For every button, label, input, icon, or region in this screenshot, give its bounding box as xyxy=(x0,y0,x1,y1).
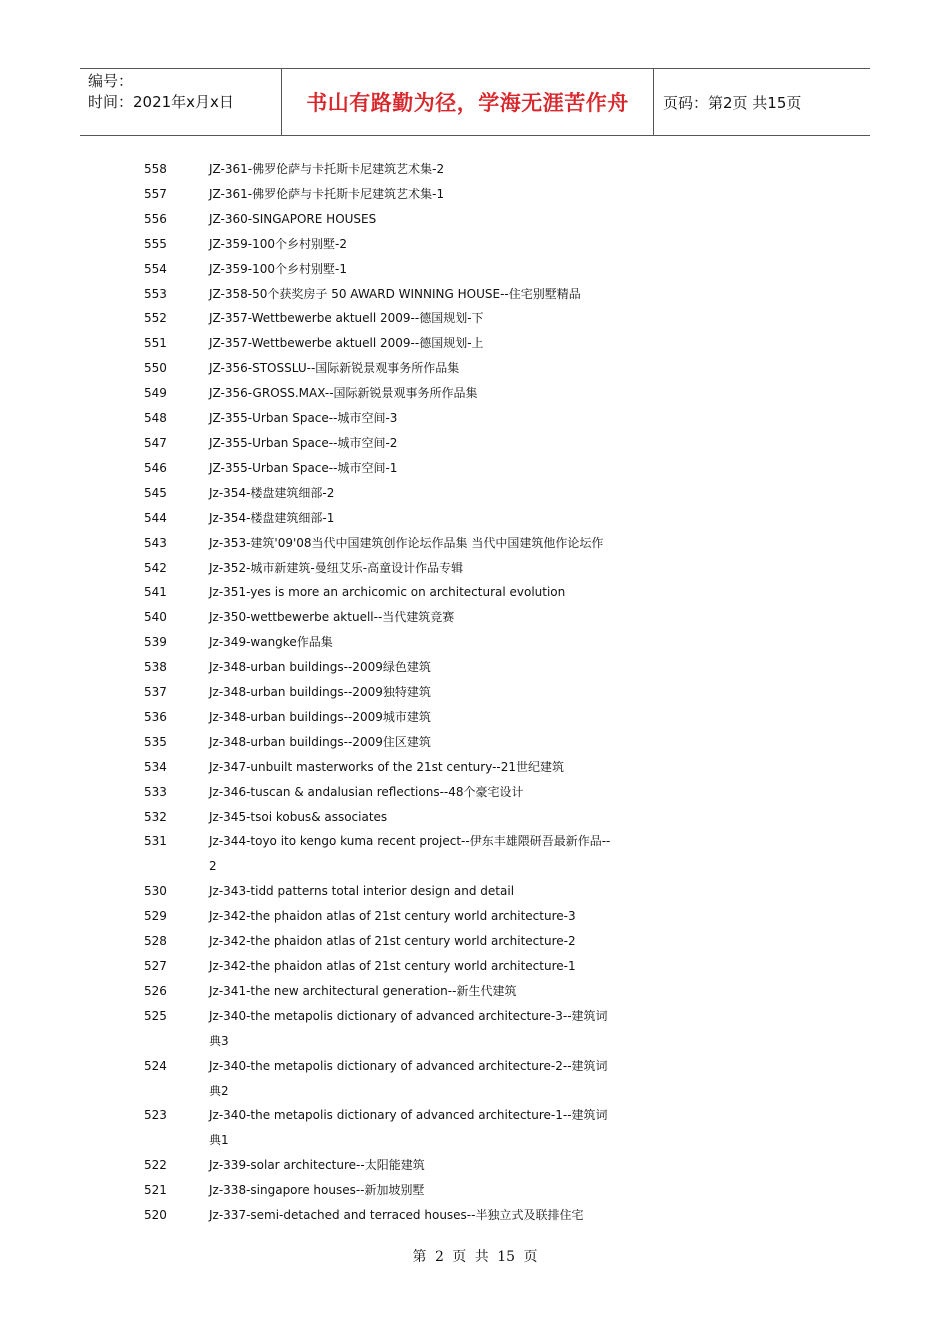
list-item xyxy=(0,481,950,506)
item-title: Jz-346-tuscan & andalusian reflections--48个豪宅设计 xyxy=(209,784,524,799)
item-number: 520 xyxy=(144,1208,167,1223)
item-title: JZ-355-Urban Space--城市空间-3 xyxy=(209,411,398,426)
item-number: 525 xyxy=(144,1008,167,1023)
list-item xyxy=(0,456,950,481)
list-item xyxy=(0,580,950,605)
list-item xyxy=(0,680,950,705)
header-motto: 书山有路勤为径，学海无涯苦作舟 xyxy=(282,69,654,135)
item-number: 524 xyxy=(144,1058,167,1073)
item-title: 典3 xyxy=(209,1033,229,1048)
list-item xyxy=(0,431,950,456)
list-item xyxy=(0,406,950,431)
item-title: Jz-354-楼盘建筑细部-1 xyxy=(209,510,335,525)
header-meta xyxy=(80,69,282,135)
item-title: JZ-357-Wettbewerbe aktuell 2009--德国规划-上 xyxy=(209,336,484,351)
list-item xyxy=(0,1128,950,1153)
list-item xyxy=(0,705,950,730)
item-title: JZ-360-SINGAPORE HOUSES xyxy=(209,211,377,226)
list-item xyxy=(0,1203,950,1228)
item-title: Jz-339-solar architecture--太阳能建筑 xyxy=(209,1158,425,1173)
item-number: 542 xyxy=(144,560,167,575)
item-title: Jz-337-semi-detached and terraced houses--半独立式及联排住宅 xyxy=(209,1208,584,1223)
item-number: 527 xyxy=(144,959,167,973)
list-item xyxy=(0,730,950,755)
item-number: 528 xyxy=(144,934,167,949)
item-title: 典1 xyxy=(209,1133,229,1148)
item-title: Jz-348-urban buildings--2009城市建筑 xyxy=(209,709,431,724)
item-number: 538 xyxy=(144,660,167,675)
item-title: Jz-352-城市新建筑-曼纽艾乐-高童设计作品专辑 xyxy=(209,560,464,575)
list-item xyxy=(0,282,950,307)
item-number: 548 xyxy=(144,411,167,426)
item-number: 539 xyxy=(144,635,167,650)
list-item xyxy=(0,1054,950,1079)
list-item xyxy=(0,1079,950,1104)
list-item xyxy=(0,605,950,630)
item-title: 典2 xyxy=(209,1083,229,1098)
list-item xyxy=(0,182,950,207)
list-item xyxy=(0,331,950,356)
item-title: JZ-355-Urban Space--城市空间-1 xyxy=(209,460,398,475)
list-item xyxy=(0,854,950,879)
item-number: 554 xyxy=(144,261,167,276)
header-page-info: 页码：第2页 共15页 xyxy=(663,93,802,112)
item-number: 530 xyxy=(144,884,167,899)
item-title: JZ-359-100个乡村别墅-1 xyxy=(209,261,347,276)
item-title: JZ-361-佛罗伦萨与卡托斯卡尼建筑艺术集-1 xyxy=(209,186,445,201)
list-item xyxy=(0,979,950,1004)
item-title: Jz-349-wangke作品集 xyxy=(209,635,333,650)
item-title: Jz-345-tsoi kobus& associates xyxy=(209,809,388,824)
item-title: Jz-342-the phaidon atlas of 21st century world architecture-2 xyxy=(209,934,576,949)
list-item xyxy=(0,306,950,331)
list-item xyxy=(0,1004,950,1029)
item-title: Jz-340-the metapolis dictionary of advanced architecture-1--建筑词 xyxy=(209,1108,608,1123)
item-number: 531 xyxy=(144,834,167,849)
item-title: Jz-342-the phaidon atlas of 21st century world architecture-1 xyxy=(209,959,576,973)
item-title: Jz-344-toyo ito kengo kuma recent project--伊东丰雄隈研吾最新作品-- xyxy=(209,834,611,849)
item-title: JZ-355-Urban Space--城市空间-2 xyxy=(209,435,398,450)
list-item xyxy=(0,381,950,406)
item-number: 537 xyxy=(144,685,167,700)
item-number xyxy=(0,854,209,879)
item-number xyxy=(0,1128,209,1153)
list-item xyxy=(0,157,950,182)
item-number: 523 xyxy=(144,1108,167,1123)
page-footer: 第 2 页 共 15 页 xyxy=(412,1249,538,1265)
item-number: 544 xyxy=(144,510,167,525)
item-title: JZ-356-GROSS.MAX--国际新锐景观事务所作品集 xyxy=(209,386,478,401)
item-number: 529 xyxy=(144,909,167,924)
item-number: 557 xyxy=(144,186,167,201)
list-item xyxy=(0,1029,950,1054)
item-number: 534 xyxy=(144,759,167,774)
item-number: 556 xyxy=(144,211,167,226)
list-item xyxy=(0,630,950,655)
list-item xyxy=(0,879,950,904)
item-title: Jz-340-the metapolis dictionary of advanced architecture-3--建筑词 xyxy=(209,1008,608,1023)
list-item xyxy=(0,904,950,929)
item-title: Jz-338-singapore houses--新加坡别墅 xyxy=(209,1183,425,1198)
item-number: 545 xyxy=(144,485,167,500)
list-item xyxy=(0,929,950,954)
list-item xyxy=(0,207,950,232)
item-number: 550 xyxy=(144,361,167,376)
list-item xyxy=(0,829,950,854)
item-number: 551 xyxy=(144,336,167,351)
item-number: 558 xyxy=(144,162,167,176)
catalog-list xyxy=(0,157,950,1228)
list-item xyxy=(0,1178,950,1203)
item-number: 521 xyxy=(144,1183,167,1198)
list-item xyxy=(0,780,950,805)
item-title: 2 xyxy=(209,859,217,874)
item-number: 547 xyxy=(144,435,167,450)
item-number: 533 xyxy=(144,784,167,799)
item-number: 552 xyxy=(144,311,167,326)
item-number xyxy=(0,1029,209,1054)
item-title: Jz-351-yes is more an archicomic on architectural evolution xyxy=(209,585,566,600)
list-item xyxy=(0,1153,950,1178)
document-number-label: 编号： xyxy=(88,72,134,90)
item-number: 535 xyxy=(144,734,167,749)
list-item xyxy=(0,556,950,581)
item-title: Jz-353-建筑'09'08当代中国建筑创作论坛作品集 当代中国建筑他作论坛作 xyxy=(209,535,604,550)
item-title: JZ-359-100个乡村别墅-2 xyxy=(209,236,347,251)
item-number: 522 xyxy=(144,1158,167,1173)
list-item xyxy=(0,954,950,979)
item-title: Jz-350-wettbewerbe aktuell--当代建筑竞赛 xyxy=(209,610,455,625)
list-item xyxy=(0,232,950,257)
item-title: JZ-358-50个获奖房子 50 AWARD WINNING HOUSE--住宅别墅精品 xyxy=(209,286,581,301)
item-number: 546 xyxy=(144,460,167,475)
item-number: 540 xyxy=(144,610,167,625)
item-title: JZ-356-STOSSLU--国际新锐景观事务所作品集 xyxy=(209,361,460,376)
item-title: Jz-348-urban buildings--2009住区建筑 xyxy=(209,734,431,749)
list-item xyxy=(0,506,950,531)
item-number: 555 xyxy=(144,236,167,251)
list-item xyxy=(0,257,950,282)
list-item xyxy=(0,655,950,680)
item-title: Jz-347-unbuilt masterworks of the 21st century--21世纪建筑 xyxy=(209,759,565,774)
list-item xyxy=(0,531,950,556)
item-number: 536 xyxy=(144,709,167,724)
item-number: 549 xyxy=(144,386,167,401)
item-title: Jz-343-tidd patterns total interior design and detail xyxy=(209,884,515,899)
item-title: Jz-342-the phaidon atlas of 21st century world architecture-3 xyxy=(209,909,576,924)
item-number xyxy=(0,1079,209,1104)
item-number: 526 xyxy=(144,983,167,998)
item-title: Jz-348-urban buildings--2009绿色建筑 xyxy=(209,660,431,675)
item-number: 543 xyxy=(144,535,167,550)
document-time-label: 时间：2021年x月x日 xyxy=(88,93,234,111)
list-item xyxy=(0,356,950,381)
item-title: JZ-357-Wettbewerbe aktuell 2009--德国规划-下 xyxy=(209,311,484,326)
list-item xyxy=(0,805,950,830)
item-title: Jz-341-the new architectural generation--新生代建筑 xyxy=(209,983,517,998)
item-title: Jz-348-urban buildings--2009独特建筑 xyxy=(209,685,431,700)
item-number: 553 xyxy=(144,286,167,301)
list-item xyxy=(0,755,950,780)
item-title: Jz-354-楼盘建筑细部-2 xyxy=(209,485,335,500)
page-header xyxy=(80,68,870,136)
list-item xyxy=(0,1103,950,1128)
item-title: Jz-340-the metapolis dictionary of advanced architecture-2--建筑词 xyxy=(209,1058,608,1073)
item-title: JZ-361-佛罗伦萨与卡托斯卡尼建筑艺术集-2 xyxy=(209,162,445,176)
item-number: 541 xyxy=(144,585,167,600)
item-number: 532 xyxy=(144,809,167,824)
